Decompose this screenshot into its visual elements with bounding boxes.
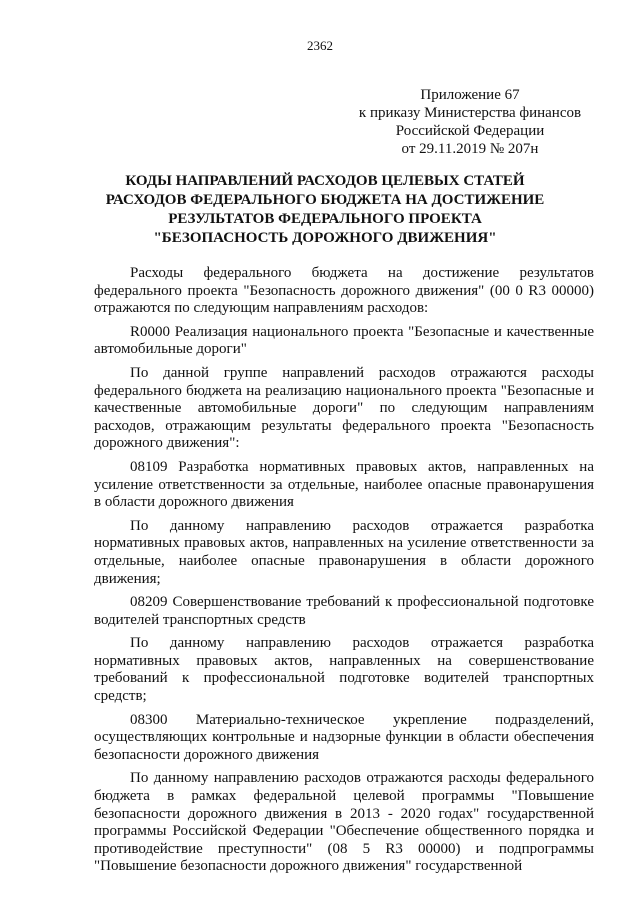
- annex-block: [350, 86, 590, 158]
- paragraph-code-08209: 08209 Совершенствование требований к профессиональной подготовке водителей транспортных средств: [94, 594, 594, 628]
- paragraph-code-08109: 08109 Разработка нормативных правовых актов, направленных на усиление ответственности за отдельные, наиболее опасные правонарушения в области дорожного движения: [94, 458, 594, 511]
- title-line-2: РАСХОДОВ ФЕДЕРАЛЬНОГО БЮДЖЕТА НА ДОСТИЖЕНИЕ: [105, 192, 545, 208]
- annex-line-4: от 29.11.2019 № 207н: [401, 141, 539, 157]
- paragraph-intro: Расходы федерального бюджета на достижение результатов федерального проекта "Безопасность дорожного движения" (00 0 R3 00000) отражаются по следующим направлениям расходов:: [94, 265, 594, 317]
- paragraph-08109-description: По данному направлению расходов отражается разработка нормативных правовых актов, направленных на усиление ответственности за отдельные, наиболее опасные правонарушения в области дорожного движения;: [94, 517, 594, 587]
- paragraph-group-description: По данной группе направлений расходов отражаются расходы федерального бюджета на реализацию национального проекта "Безопасные и качественные автомобильные дороги" по следующим направлениям расходов, отражающим результаты федерального проекта "Безопасность дорожного движения":: [94, 364, 594, 452]
- annex-line-2: к приказу Министерства финансов: [358, 105, 582, 121]
- annex-line-3: Российской Федерации: [395, 123, 545, 139]
- document-body: [94, 265, 594, 882]
- paragraph-code-08300: 08300 Материально-техническое укрепление подразделений, осуществляющих контрольные и надзорные функции в области обеспечения безопасности дорожного движения: [94, 711, 594, 763]
- title-line-1: КОДЫ НАПРАВЛЕНИЙ РАСХОДОВ ЦЕЛЕВЫХ СТАТЕЙ: [125, 173, 525, 189]
- paragraph-08209-description: По данному направлению расходов отражается разработка нормативных правовых актов, направленных на совершенствование требований к профессиональной подготовке водителей транспортных средств;: [94, 635, 594, 705]
- document-title: [80, 172, 570, 248]
- title-line-4: "БЕЗОПАСНОСТЬ ДОРОЖНОГО ДВИЖЕНИЯ": [153, 230, 497, 246]
- paragraph-code-r0000: R0000 Реализация национального проекта "Безопасные и качественные автомобильные дороги": [94, 323, 594, 358]
- page-number: 2362: [307, 38, 333, 53]
- annex-line-1: Приложение 67: [420, 87, 520, 103]
- paragraph-08300-description: По данному направлению расходов отражаются расходы федерального бюджета в рамках федеральной целевой программы "Повышение безопасности дорожного движения в 2013 - 2020 годах" государственной программы Российской Федерации "Обеспечение общественного порядка и противодействие преступности" (08 5 R3 00000) и подпрограммы "Повышение безопасности дорожного движения" государственной: [94, 770, 594, 875]
- title-line-3: РЕЗУЛЬТАТОВ ФЕДЕРАЛЬНОГО ПРОЕКТА: [168, 211, 482, 227]
